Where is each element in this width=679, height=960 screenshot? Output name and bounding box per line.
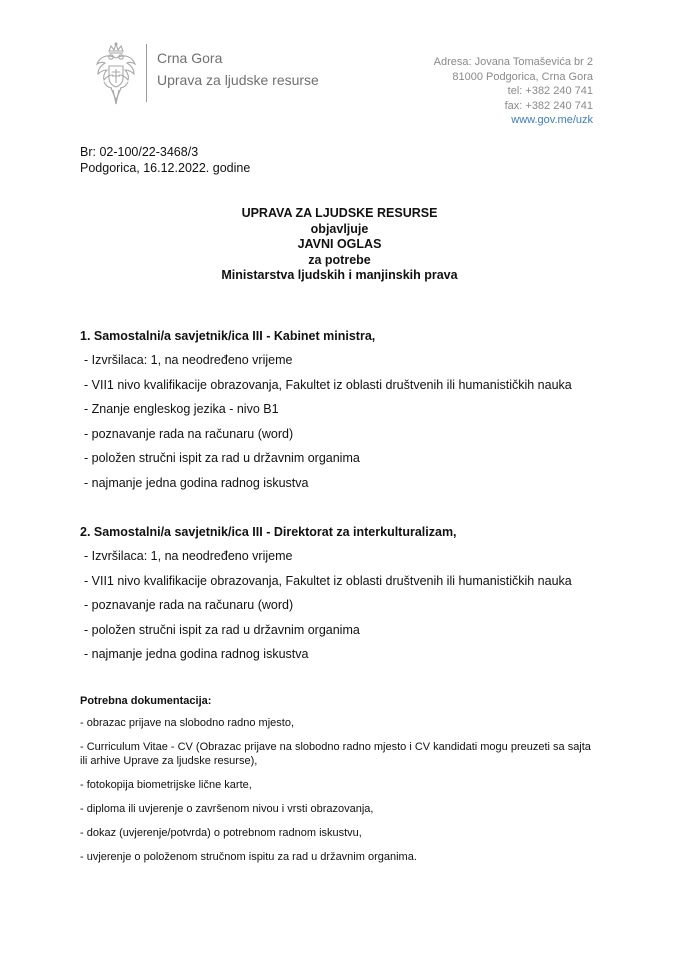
heading-line-3: JAVNI OGLAS [297, 237, 382, 251]
reference-number: Br: 02-100/22-3468/3 [80, 145, 199, 159]
requirement-item: - položen stručni ispit za rad u državnim organima [84, 451, 360, 466]
contact-address: Adresa: Jovana Tomaševića br 2 [433, 56, 593, 68]
document-item: - obrazac prijave na slobodno radno mjesto, [80, 717, 295, 729]
heading-line-4: za potrebe [308, 252, 371, 267]
position-title: 2. Samostalni/a savjetnik/ica III - Direktorat za interkulturalizam, [80, 525, 457, 539]
position-2 [80, 524, 572, 671]
institution-agency: Uprava za ljudske resurse [157, 72, 319, 88]
contact-web-link[interactable]: www.gov.me/uzk [511, 114, 593, 126]
requirement-item: - najmanje jedna godina radnog iskustva [84, 475, 309, 490]
reference-place-date: Podgorica, 16.12.2022. godine [80, 161, 251, 175]
document-item: - dokaz (uvjerenje/potvrda) o potrebnom radnom iskustvu, [80, 826, 362, 839]
institution-country: Crna Gora [157, 50, 223, 66]
contact-block [434, 55, 593, 128]
document-item: - diploma ili uvjerenje o završenom nivou i vrsti obrazovanja, [80, 802, 374, 815]
requirement-item: - poznavanje rada na računaru (word) [84, 426, 294, 441]
reference-block [80, 144, 250, 176]
requirement-item: - poznavanje rada na računaru (word) [84, 598, 294, 613]
contact-city: 81000 Podgorica, Crna Gora [452, 70, 593, 83]
coat-of-arms-icon [94, 42, 138, 106]
contact-tel: tel: +382 240 741 [507, 85, 593, 97]
requirement-item: - najmanje jedna godina radnog iskustva [84, 647, 309, 662]
position-1 [80, 328, 572, 500]
announcement-heading [0, 206, 679, 284]
requirement-item: - VII1 nivo kvalifikacije obrazovanja, Fakultet iz oblasti društvenih ili humanističkih nauka [84, 573, 572, 588]
heading-line-5: Ministarstva ljudskih i manjinskih prava [221, 268, 458, 282]
requirement-item: - položen stručni ispit za rad u državnim organima [84, 622, 360, 637]
requirement-item: - Znanje engleskog jezika - nivo B1 [84, 402, 279, 417]
position-title: 1. Samostalni/a savjetnik/ica III - Kabinet ministra, [80, 329, 376, 343]
contact-fax: fax: +382 240 741 [504, 99, 593, 112]
requirement-item: - Izvršilaca: 1, na neodređeno vrijeme [84, 353, 293, 367]
institution-name [157, 47, 319, 91]
requirement-item: - VII1 nivo kvalifikacije obrazovanja, Fakultet iz oblasti društvenih ili humanističkih nauka [84, 377, 572, 392]
document-item: - Curriculum Vitae - CV (Obrazac prijave na slobodno radno mjesto i CV kandidati mogu preuzeti sa sajta ili arhive Uprave za ljudske resurse), [80, 741, 591, 767]
header-divider [146, 44, 147, 102]
document-item: - fotokopija biometrijske lične karte, [80, 778, 252, 791]
requirement-item: - Izvršilaca: 1, na neodređeno vrijeme [84, 549, 293, 563]
heading-line-2: objavljuje [310, 221, 369, 236]
required-documents [80, 694, 600, 875]
heading-line-1: UPRAVA ZA LJUDSKE RESURSE [241, 206, 438, 220]
documents-title: Potrebna dokumentacija: [80, 695, 212, 707]
document-item: - uvjerenje o položenom stručnom ispitu za rad u državnim organima. [80, 850, 417, 863]
